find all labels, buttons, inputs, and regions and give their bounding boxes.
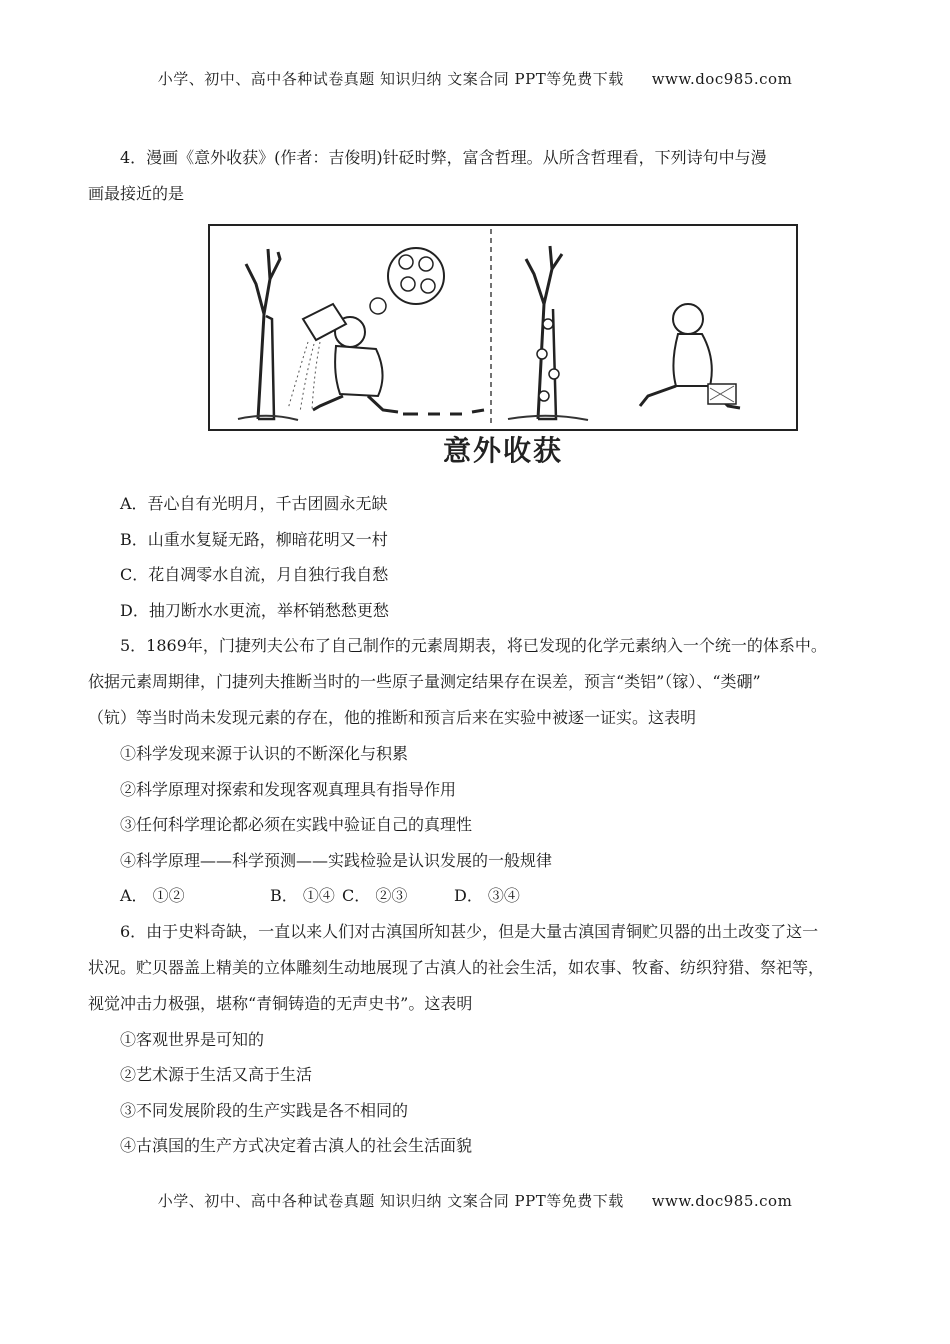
q5-item-3: ③任何科学理论都必须在实践中验证自己的真理性	[120, 815, 473, 834]
page-header	[0, 68, 950, 89]
q6-stem-line2: 状况。贮贝器盖上精美的立体雕刻生动地展现了古滇人的社会生活，如农事、牧畜、纺织狩猎、祭祀等，	[88, 957, 825, 977]
q5-item-2: ②科学原理对探索和发现客观真理具有指导作用	[120, 779, 457, 799]
q5-option-c: C． ②③	[342, 886, 408, 905]
q6-item-4: ④古滇国的生产方式决定着古滇人的社会生活面貌	[120, 1136, 473, 1155]
header-text: 小学、初中、高中各种试卷真题 知识归纳 文案合同 PPT等免费下载	[157, 70, 624, 88]
q6-stem-line1: 6．由于史料奇缺，一直以来人们对古滇国所知甚少，但是大量古滇国青铜贮贝器的出土改变了这一	[120, 921, 819, 941]
q5-item-1: ①科学发现来源于认识的不断深化与积累	[120, 744, 409, 763]
q4-option-b: B．山重水复疑无路，柳暗花明又一村	[120, 529, 388, 549]
q5-options	[88, 878, 866, 914]
header-url[interactable]: www.doc985.com	[651, 70, 793, 88]
q5-stem-line3: （钪）等当时尚未发现元素的存在，他的推断和预言后来在实验中被逐一证实。这表明	[88, 708, 697, 727]
q5-option-d: D． ③④	[454, 886, 520, 905]
q4-option-c: C．花自凋零水自流，月自独行我自愁	[120, 565, 389, 584]
q4-option-d: D．抽刀断水水更流，举杯销愁愁更愁	[120, 600, 389, 620]
q5-option-a: A． ①②	[120, 886, 185, 905]
q6-item-2: ②艺术源于生活又高于生活	[120, 1065, 313, 1084]
q6-item-3: ③不同发展阶段的生产实践是各不相同的	[120, 1100, 409, 1120]
q6-stem-line3: 视觉冲击力极强，堪称“青铜铸造的无声史书”。这表明	[88, 993, 473, 1013]
q6-item-1: ①客观世界是可知的	[120, 1029, 265, 1049]
comic-caption: 意外收获	[442, 434, 563, 467]
page-footer	[0, 1190, 950, 1211]
q4-stem-line2: 画最接近的是	[88, 184, 185, 203]
exam-content	[88, 140, 866, 1164]
q4-stem-line1: 4．漫画《意外收获》(作者：吉俊明)针砭时弊，富含哲理。从所含哲理看，下列诗句中与漫	[120, 148, 767, 167]
q5-stem-line2: 依据元素周期律，门捷列夫推断当时的一些原子量测定结果存在误差，预言“类铝”（镓）、“类硼”	[88, 672, 761, 691]
footer-url[interactable]: www.doc985.com	[651, 1192, 793, 1210]
q5-item-4: ④科学原理——科学预测——实践检验是认识发展的一般规律	[120, 850, 553, 870]
q5-stem-line1: 5．1869年，门捷列夫公布了自己制作的元素周期表，将已发现的化学元素纳入一个统一的体系中。	[120, 636, 827, 655]
q5-option-b: B． ①④	[270, 886, 335, 905]
comic-image	[208, 224, 798, 486]
footer-text: 小学、初中、高中各种试卷真题 知识归纳 文案合同 PPT等免费下载	[157, 1192, 624, 1210]
q4-option-a: A．吾心自有光明月，千古团圆永无缺	[120, 494, 388, 513]
comic-illustration	[208, 224, 798, 434]
